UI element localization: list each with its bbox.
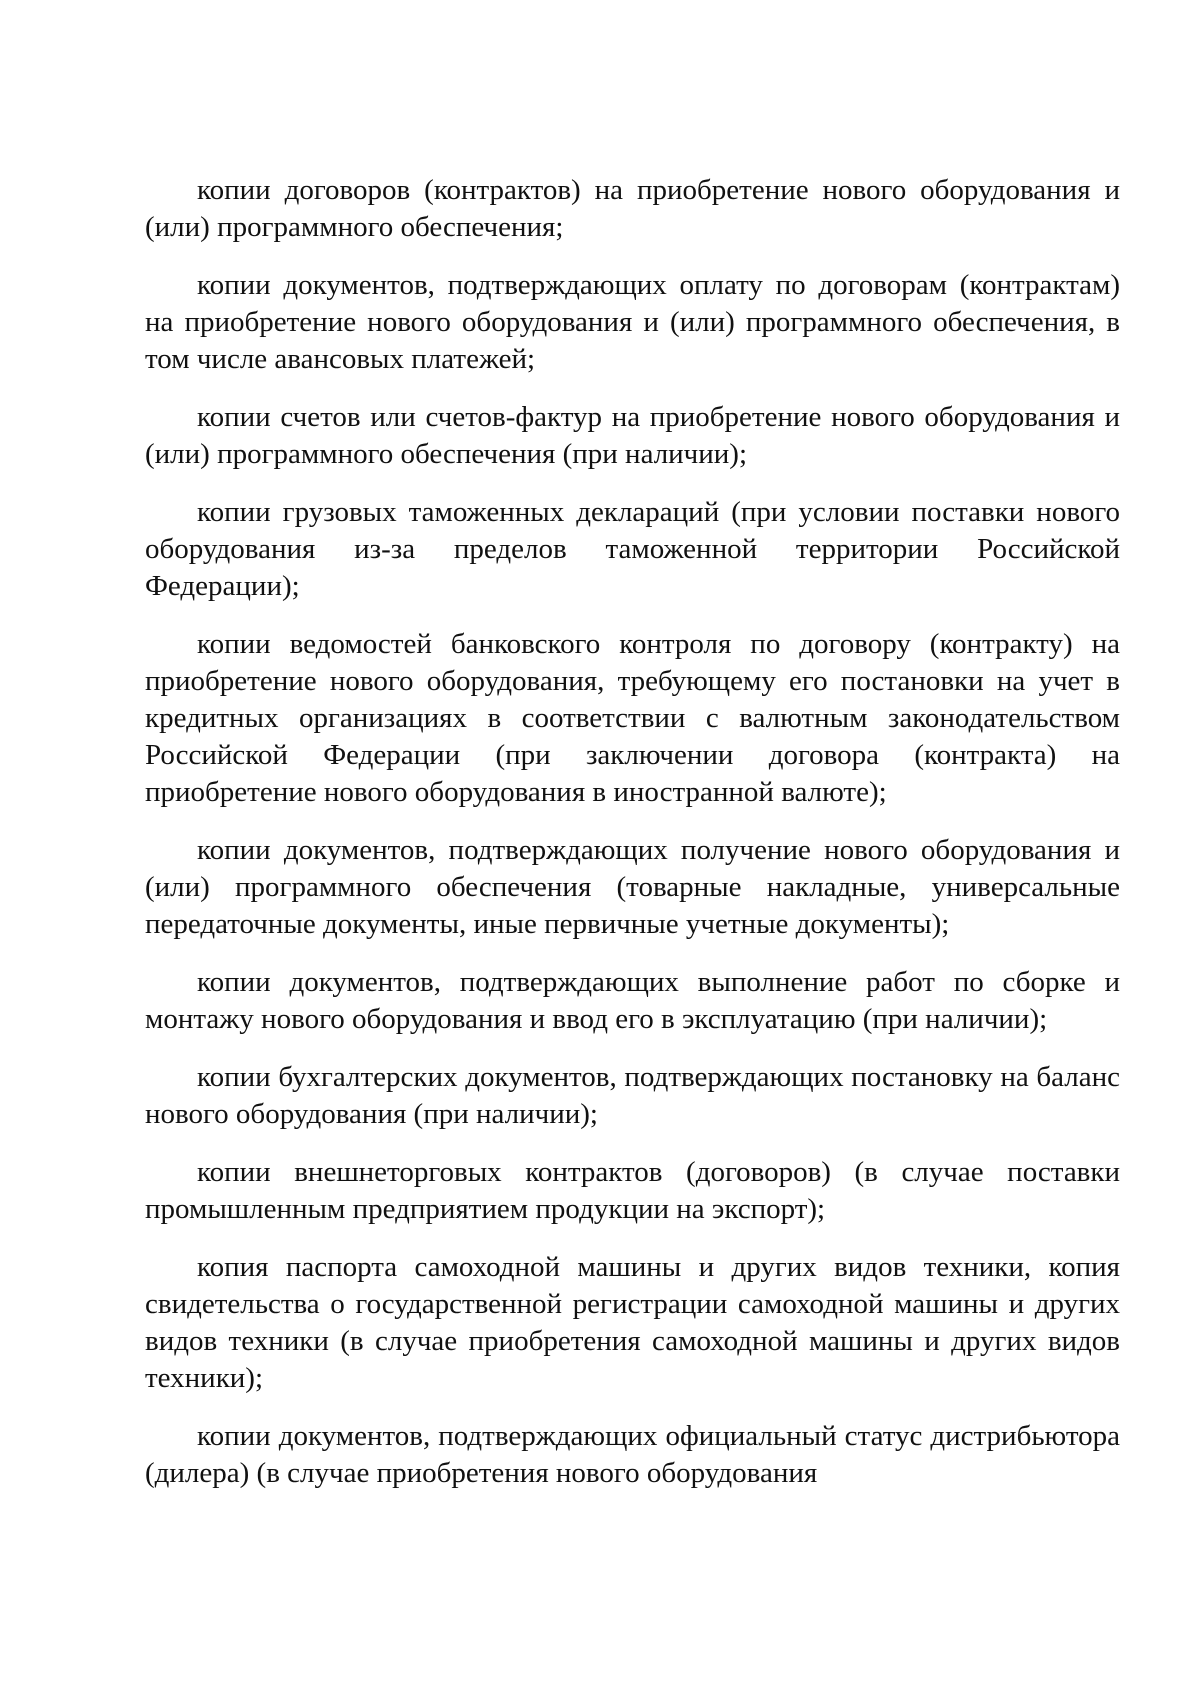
paragraph-payment-documents: копии документов, подтверждающих оплату по договорам (контрактам) на приобретение нового оборудования и (или) программного обеспечения, в том числе авансовых платежей; <box>145 269 1120 375</box>
paragraph-vehicle-passport: копия паспорта самоходной машины и других видов техники, копия свидетельства о государственной регистрации самоходной машины и других видов техники (в случае приобретения самоходной машины и других видов техники); <box>145 1251 1120 1394</box>
paragraph-installation-documents: копии документов, подтверждающих выполнение работ по сборке и монтажу нового оборудования и ввод его в эксплуатацию (при наличии); <box>145 966 1120 1035</box>
paragraph-customs-declarations: копии грузовых таможенных деклараций (при условии поставки нового оборудования из-за пределов таможенной территории Российской Федерации); <box>145 496 1120 602</box>
paragraph-accounting-documents: копии бухгалтерских документов, подтверждающих постановку на баланс нового оборудования (при наличии); <box>145 1061 1120 1130</box>
paragraph-invoices: копии счетов или счетов-фактур на приобретение нового оборудования и (или) программного обеспечения (при наличии); <box>145 401 1120 470</box>
paragraph-dealer-status: копии документов, подтверждающих официальный статус дистрибьютора (дилера) (в случае приобретения нового оборудования <box>145 1420 1120 1489</box>
paragraph-receipt-documents: копии документов, подтверждающих получение нового оборудования и (или) программного обеспечения (товарные накладные, универсальные передаточные документы, иные первичные учетные документы); <box>145 834 1120 940</box>
document-body <box>145 172 1120 1492</box>
paragraph-foreign-trade-contracts: копии внешнеторговых контрактов (договоров) (в случае поставки промышленным предприятием продукции на экспорт); <box>145 1156 1120 1225</box>
paragraph-contract-copies: копии договоров (контрактов) на приобретение нового оборудования и (или) программного обеспечения; <box>145 174 1120 243</box>
paragraph-bank-control-statements: копии ведомостей банковского контроля по договору (контракту) на приобретение нового оборудования, требующему его постановки на учет в кредитных организациях в соответствии с валютным законодательством Российской Федерации (при заключении договора (контракта) на приобретение нового оборудования в иностранной валюте); <box>145 628 1120 808</box>
